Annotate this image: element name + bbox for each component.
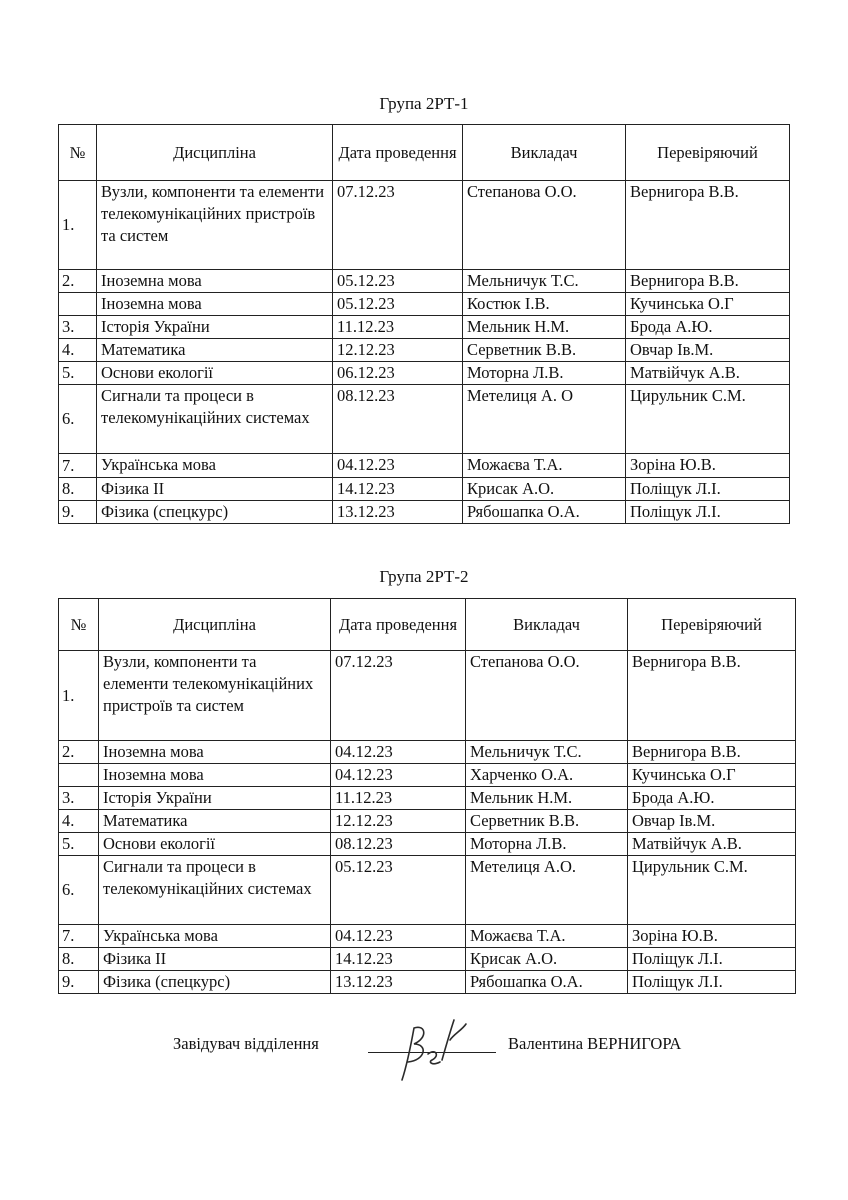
cell-discipline: Математика (99, 810, 331, 833)
cell-num: 2. (59, 741, 99, 764)
cell-checker: Овчар Ів.М. (626, 339, 790, 362)
cell-checker: Вернигора В.В. (628, 651, 796, 741)
col-header-teacher: Викладач (463, 125, 626, 181)
group-title-2: Група 2РТ-2 (379, 567, 469, 586)
table-row (59, 833, 796, 856)
cell-date: 04.12.23 (331, 741, 466, 764)
cell-date: 11.12.23 (331, 787, 466, 810)
cell-date: 11.12.23 (333, 316, 463, 339)
table-row (59, 339, 790, 362)
cell-discipline: Сигнали та процеси в телекомунікаційних системах (97, 385, 333, 454)
cell-num: 5. (59, 362, 97, 385)
cell-teacher: Можаєва Т.А. (466, 925, 628, 948)
cell-num: 6. (59, 856, 99, 925)
cell-discipline: Іноземна мова (97, 270, 333, 293)
cell-checker: Цирульник С.М. (628, 856, 796, 925)
cell-checker: Матвійчук А.В. (626, 362, 790, 385)
table-row (59, 810, 796, 833)
cell-checker: Поліщук Л.І. (626, 478, 790, 501)
cell-teacher: Мельничук Т.С. (463, 270, 626, 293)
cell-discipline: Іноземна мова (99, 741, 331, 764)
cell-discipline: Іноземна мова (99, 764, 331, 787)
cell-teacher: Метелиця А.О. (466, 856, 628, 925)
cell-num: 2. (59, 270, 97, 293)
cell-num (59, 764, 99, 787)
cell-checker: Зоріна Ю.В. (628, 925, 796, 948)
col-header-num: № (59, 125, 97, 181)
table-row (59, 764, 796, 787)
cell-date: 08.12.23 (333, 385, 463, 454)
cell-teacher: Степанова О.О. (463, 181, 626, 270)
cell-teacher: Харченко О.А. (466, 764, 628, 787)
cell-discipline: Фізика (спецкурс) (97, 501, 333, 524)
cell-teacher: Серветник В.В. (463, 339, 626, 362)
table-row (59, 270, 790, 293)
cell-checker: Поліщук Л.І. (628, 948, 796, 971)
cell-num: 8. (59, 948, 99, 971)
col-header-teacher: Викладач (466, 599, 628, 651)
cell-teacher: Моторна Л.В. (463, 362, 626, 385)
cell-checker: Поліщук Л.І. (628, 971, 796, 994)
table-row (59, 362, 790, 385)
cell-teacher: Мельник Н.М. (463, 316, 626, 339)
table-row (59, 787, 796, 810)
table-header-row (59, 599, 796, 651)
cell-num: 7. (59, 454, 97, 478)
cell-discipline: Математика (97, 339, 333, 362)
cell-teacher: Рябошапка О.А. (463, 501, 626, 524)
table-row (59, 856, 796, 925)
cell-checker: Вернигора В.В. (626, 270, 790, 293)
cell-date: 07.12.23 (333, 181, 463, 270)
table-row (59, 501, 790, 524)
schedule-table-group-1 (58, 124, 790, 524)
cell-teacher: Степанова О.О. (466, 651, 628, 741)
cell-date: 04.12.23 (333, 454, 463, 478)
cell-date: 07.12.23 (331, 651, 466, 741)
table-row (59, 651, 796, 741)
col-header-num: № (59, 599, 99, 651)
cell-discipline: Основи екології (97, 362, 333, 385)
cell-teacher: Крисак А.О. (466, 948, 628, 971)
col-header-date: Дата проведення (331, 599, 466, 651)
cell-date: 12.12.23 (331, 810, 466, 833)
cell-checker: Кучинська О.Г (628, 764, 796, 787)
cell-date: 13.12.23 (331, 971, 466, 994)
table-row (59, 385, 790, 454)
cell-discipline: Історія України (97, 316, 333, 339)
table-row (59, 181, 790, 270)
table-row (59, 925, 796, 948)
cell-date: 13.12.23 (333, 501, 463, 524)
cell-date: 05.12.23 (333, 293, 463, 316)
cell-num: 6. (59, 385, 97, 454)
cell-discipline: Фізика ІІ (99, 948, 331, 971)
table-row (59, 971, 796, 994)
cell-discipline: Сигнали та процеси в телекомунікаційних системах (99, 856, 331, 925)
cell-discipline: Українська мова (97, 454, 333, 478)
cell-teacher: Рябошапка О.А. (466, 971, 628, 994)
col-header-checker: Перевіряючий (628, 599, 796, 651)
cell-discipline: Фізика ІІ (97, 478, 333, 501)
cell-checker: Поліщук Л.І. (626, 501, 790, 524)
cell-num: 1. (59, 651, 99, 741)
cell-teacher: Метелиця А. О (463, 385, 626, 454)
head-of-department-name: Валентина ВЕРНИГОРА (508, 1034, 682, 1053)
cell-num: 8. (59, 478, 97, 501)
cell-discipline: Історія України (99, 787, 331, 810)
cell-teacher: Мельничук Т.С. (466, 741, 628, 764)
cell-discipline: Основи екології (99, 833, 331, 856)
cell-num: 4. (59, 339, 97, 362)
col-header-date: Дата проведення (333, 125, 463, 181)
table-header-row (59, 125, 790, 181)
cell-discipline: Вузли, компоненти та елементи телекомунікаційних пристроїв та систем (99, 651, 331, 741)
cell-teacher: Серветник В.В. (466, 810, 628, 833)
cell-num: 7. (59, 925, 99, 948)
table-row (59, 948, 796, 971)
col-header-discipline: Дисципліна (99, 599, 331, 651)
cell-teacher: Можаєва Т.А. (463, 454, 626, 478)
table-row (59, 741, 796, 764)
cell-teacher: Мельник Н.М. (466, 787, 628, 810)
col-header-discipline: Дисципліна (97, 125, 333, 181)
cell-checker: Матвійчук А.В. (628, 833, 796, 856)
signature-image (392, 1010, 472, 1085)
table-row (59, 316, 790, 339)
col-header-checker: Перевіряючий (626, 125, 790, 181)
cell-date: 14.12.23 (331, 948, 466, 971)
cell-num: 9. (59, 971, 99, 994)
cell-teacher: Костюк І.В. (463, 293, 626, 316)
table-row (59, 293, 790, 316)
cell-date: 05.12.23 (331, 856, 466, 925)
cell-date: 05.12.23 (333, 270, 463, 293)
cell-date: 14.12.23 (333, 478, 463, 501)
cell-num: 9. (59, 501, 97, 524)
cell-teacher: Крисак А.О. (463, 478, 626, 501)
cell-checker: Вернигора В.В. (626, 181, 790, 270)
head-of-department-label: Завідувач відділення (173, 1034, 319, 1053)
cell-num: 3. (59, 787, 99, 810)
cell-discipline: Іноземна мова (97, 293, 333, 316)
cell-checker: Овчар Ів.М. (628, 810, 796, 833)
cell-checker: Кучинська О.Г (626, 293, 790, 316)
cell-num: 3. (59, 316, 97, 339)
cell-date: 04.12.23 (331, 925, 466, 948)
cell-num: 1. (59, 181, 97, 270)
cell-num: 5. (59, 833, 99, 856)
cell-checker: Цирульник С.М. (626, 385, 790, 454)
cell-checker: Брода А.Ю. (626, 316, 790, 339)
table-row (59, 478, 790, 501)
cell-checker: Вернигора В.В. (628, 741, 796, 764)
table-row (59, 454, 790, 478)
cell-date: 04.12.23 (331, 764, 466, 787)
cell-teacher: Моторна Л.В. (466, 833, 628, 856)
cell-discipline: Фізика (спецкурс) (99, 971, 331, 994)
cell-num (59, 293, 97, 316)
cell-date: 12.12.23 (333, 339, 463, 362)
cell-checker: Брода А.Ю. (628, 787, 796, 810)
cell-date: 06.12.23 (333, 362, 463, 385)
cell-num: 4. (59, 810, 99, 833)
cell-discipline: Українська мова (99, 925, 331, 948)
cell-date: 08.12.23 (331, 833, 466, 856)
cell-checker: Зоріна Ю.В. (626, 454, 790, 478)
group-title-1: Група 2РТ-1 (379, 94, 469, 113)
cell-discipline: Вузли, компоненти та елементи телекомунікаційних пристроїв та систем (97, 181, 333, 270)
schedule-table-group-2 (58, 598, 796, 994)
